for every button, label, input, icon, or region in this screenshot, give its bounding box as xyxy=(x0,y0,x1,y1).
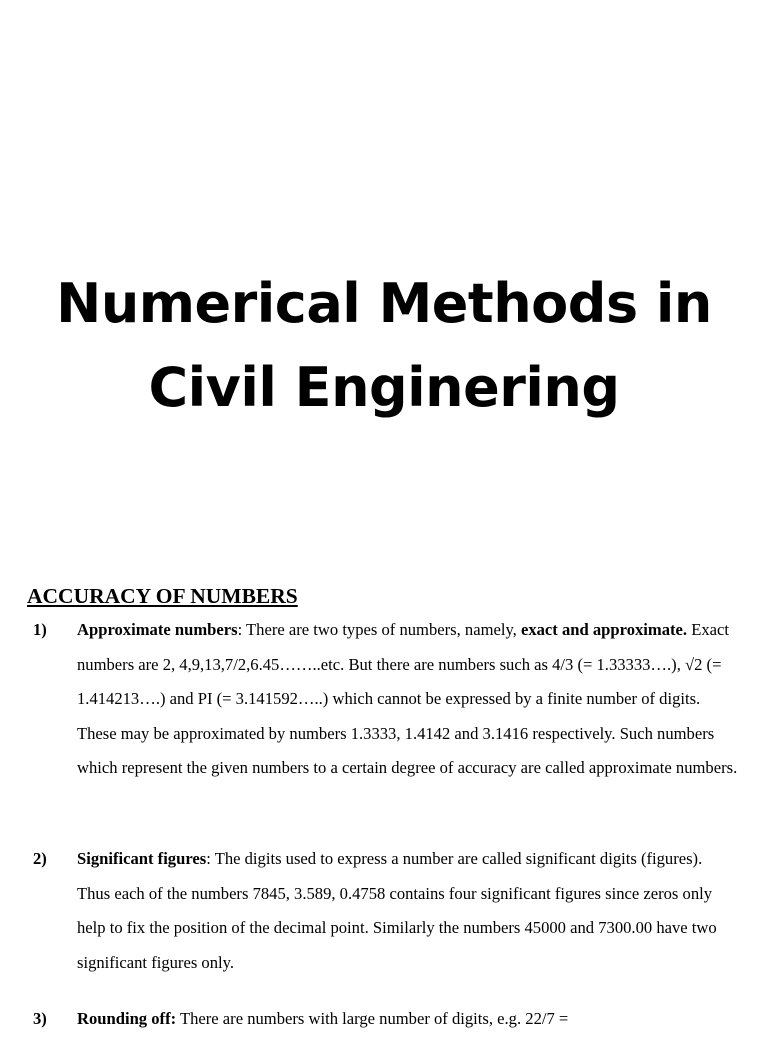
title-line-1: Numerical Methods in xyxy=(56,272,712,336)
list-item-rounding-off xyxy=(33,1002,738,1037)
list-item-number: 3) xyxy=(33,1009,47,1028)
list-item-number: 2) xyxy=(33,849,47,868)
term-significant-figures: Significant figures xyxy=(77,849,207,868)
list-item-body xyxy=(77,1002,738,1037)
section-heading: ACCURACY OF NUMBERS xyxy=(27,584,298,608)
term-approximate-numbers: Approximate numbers xyxy=(77,620,238,639)
list-item-approximate-numbers xyxy=(33,613,738,786)
list-item-body xyxy=(77,842,738,980)
list-item-body xyxy=(77,613,738,786)
paragraph-text: : The digits used to express a number are called significant digits (figures). Thus each of the numbers 7845, 3.589, 0.4758 contains four significant figures since zeros only help to fix the position of the decimal point. Similarly the numbers 45000 and 7300.00 have two significant figures only. xyxy=(77,849,717,972)
paragraph-text: : There are two types of numbers, namely, xyxy=(237,620,521,639)
document-title xyxy=(0,262,768,429)
list-item-number: 1) xyxy=(33,620,47,639)
paragraph-text: There are numbers with large number of digits, e.g. 22/7 = xyxy=(176,1009,569,1028)
term-rounding-off: Rounding off: xyxy=(77,1009,177,1028)
term-exact-and-approximate: exact and approximate. xyxy=(520,620,688,639)
list-item-significant-figures xyxy=(33,842,738,980)
title-line-2: Civil Enginering xyxy=(148,355,620,419)
paragraph-text: Exact numbers are 2, 4,9,13,7/2,6.45……..etc. But there are numbers such as 4/3 (= 1.33333….), √2 (= 1.414213….) and PI (= 3.141592…..) which cannot be expressed by a finite number of digits. These may be approximated by numbers 1.3333, 1.4142 and 3.1416 respectively. Such numbers which represent the given numbers to a certain degree of accuracy are called approximate numbers. xyxy=(77,620,738,778)
